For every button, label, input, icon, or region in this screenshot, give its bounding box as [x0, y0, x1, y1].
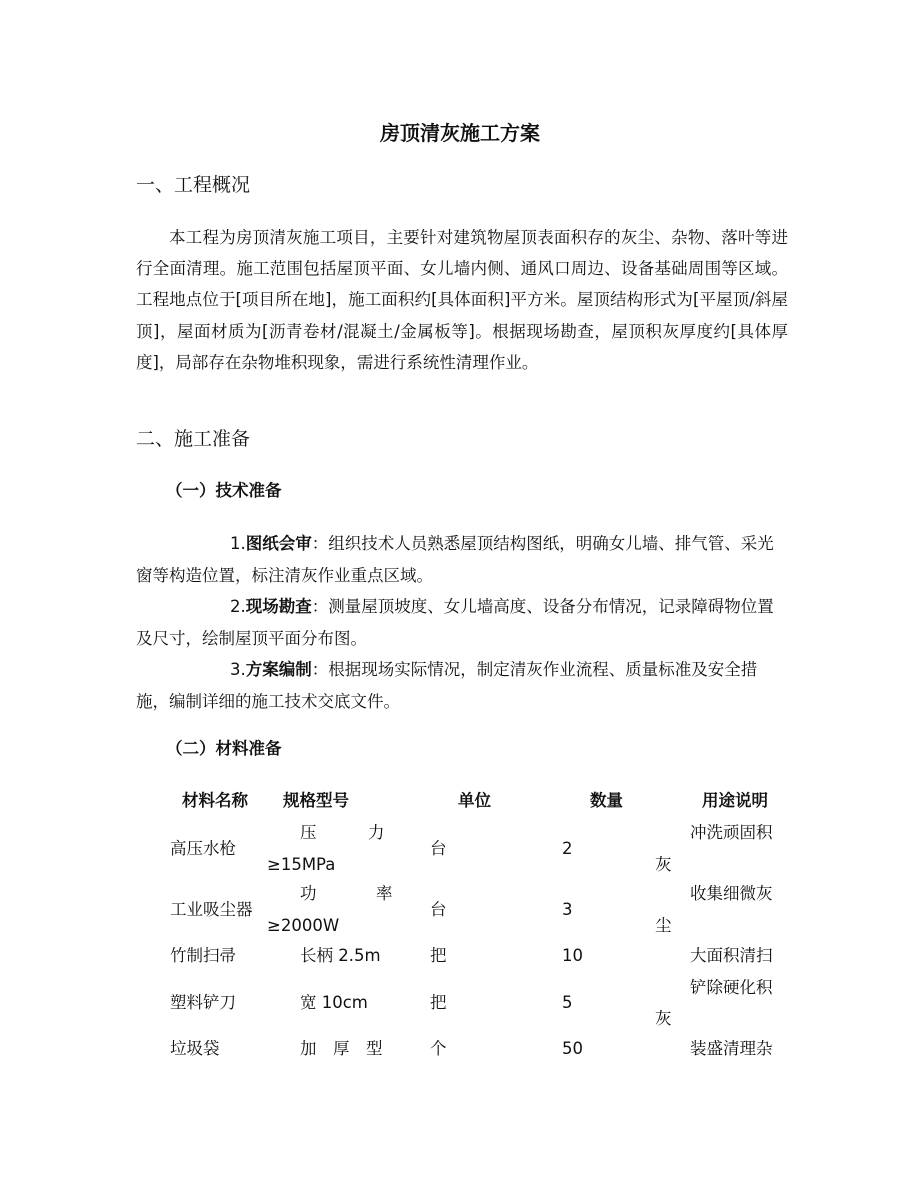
overview-paragraph: 本工程为房顶清灰施工项目，主要针对建筑物屋顶表面积存的灰尘、杂物、落叶等进行全面清理。施工范围包括屋顶平面、女儿墙内侧、通风口周边、设备基础周围等区域。工程地点位于[项目所在地]，施工面积约[具体面积]平方米。屋顶结构形式为[平屋顶/斜屋顶]，屋面材质为[沥青卷材/混凝土/金属板等]。根据现场勘查，屋顶积灰厚度约[具体厚度]，局部存在杂物堆积现象，需进行系统性清理作业。 [136, 228, 788, 372]
cell-unit: 把 [430, 993, 447, 1012]
cell-qty: 5 [562, 993, 573, 1012]
table-header: 规格型号 [283, 791, 349, 810]
table-header: 数量 [590, 791, 623, 810]
cell-qty: 2 [562, 839, 573, 858]
cell-use: 尘 [655, 916, 672, 935]
cell-use: 灰 [655, 855, 672, 874]
item-number: 2. [230, 597, 246, 616]
cell-use: 装盛清理杂 [690, 1039, 773, 1058]
subheading-technical: （一）技术准备 [166, 481, 282, 500]
item-text: ：根据现场实际情况，制定清灰作业流程、质量标准及安全措施，编制详细的施工技术交底文件。 [136, 660, 758, 711]
cell-name: 垃圾袋 [170, 1039, 220, 1058]
technical-item [136, 654, 788, 717]
cell-name: 竹制扫帚 [170, 946, 236, 965]
technical-item [136, 591, 788, 654]
cell-use: 铲除硬化积 [690, 978, 773, 997]
subheading-materials: （二）材料准备 [166, 739, 282, 758]
cell-use: 大面积清扫 [690, 946, 773, 965]
cell-use: 冲洗顽固积 [690, 823, 773, 842]
item-label: 方案编制 [245, 660, 312, 679]
cell-qty: 50 [562, 1039, 583, 1058]
cell-spec: 力 [368, 823, 385, 842]
table-header: 用途说明 [702, 791, 768, 810]
cell-spec: 压 [300, 823, 317, 842]
document-title: 房顶清灰施工方案 [380, 121, 540, 145]
table-header: 单位 [458, 791, 491, 810]
item-label: 图纸会审 [245, 534, 312, 553]
cell-unit: 把 [430, 946, 447, 965]
item-text: ：组织技术人员熟悉屋顶结构图纸，明确女儿墙、排气管、采光窗等构造位置，标注清灰作业重点区域。 [136, 534, 774, 585]
cell-spec: ≥15MPa [267, 855, 336, 874]
cell-spec: 宽 10cm [300, 993, 368, 1012]
cell-spec: 率 [376, 884, 393, 903]
cell-qty: 10 [562, 946, 583, 965]
item-number: 3. [230, 660, 246, 679]
table-header: 材料名称 [182, 791, 248, 810]
cell-name: 高压水枪 [170, 839, 236, 858]
cell-spec: 长柄 2.5m [300, 946, 381, 965]
cell-unit: 台 [430, 900, 447, 919]
cell-spec: 功 [300, 884, 317, 903]
item-number: 1. [230, 534, 246, 553]
section-heading-preparation: 二、施工准备 [136, 428, 251, 450]
cell-qty: 3 [562, 900, 573, 919]
cell-spec: ≥2000W [267, 916, 340, 935]
item-label: 现场勘查 [245, 597, 312, 616]
cell-spec: 加 厚 型 [300, 1039, 383, 1058]
cell-unit: 台 [430, 839, 447, 858]
cell-name: 工业吸尘器 [170, 900, 253, 919]
cell-unit: 个 [430, 1039, 447, 1058]
item-text: ：测量屋顶坡度、女儿墙高度、设备分布情况，记录障碍物位置及尺寸，绘制屋顶平面分布图。 [136, 597, 774, 648]
technical-item [136, 528, 788, 591]
cell-name: 塑料铲刀 [170, 993, 236, 1012]
section-heading-overview: 一、工程概况 [136, 174, 251, 196]
cell-use: 灰 [655, 1009, 672, 1028]
cell-use: 收集细微灰 [690, 884, 773, 903]
